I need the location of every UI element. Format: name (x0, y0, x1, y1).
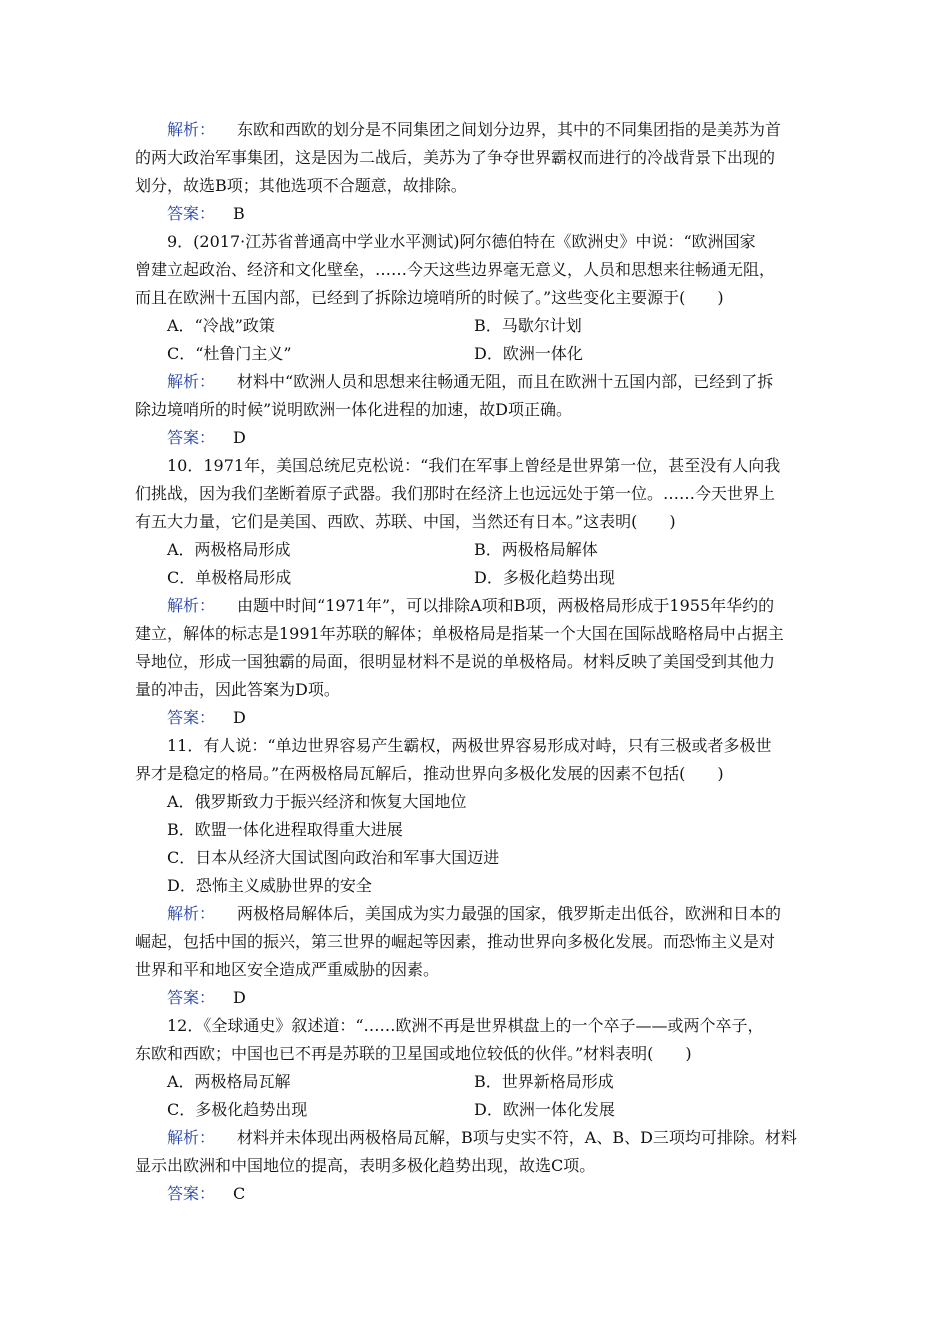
answer-label: 答案： (167, 428, 216, 447)
analysis-line: 建立，解体的标志是1991年苏联的解体；单极格局是指某一个大国在国际战略格局中占据主 (135, 624, 784, 643)
option-b: B．欧盟一体化进程取得重大进展 (167, 820, 403, 839)
answer-value: D (233, 708, 246, 727)
analysis-text: 两极格局解体后，美国成为实力最强的国家，俄罗斯走出低谷，欧洲和日本的 (237, 904, 782, 923)
analysis-line (167, 1124, 825, 1152)
analysis-line: 除边境哨所的时候”说明欧洲一体化进程的加速，故D项正确。 (135, 400, 573, 419)
question-stem: 12．《全球通史》叙述道：“……欧洲不再是世界棋盘上的一个卒子——或两个卒子， (167, 1016, 764, 1035)
analysis-line: 导地位，形成一国独霸的局面，很明显材料不是说的单极格局。材料反映了美国受到其他力 (135, 652, 776, 671)
answer-line (167, 1180, 825, 1208)
question-stem: 界才是稳定的格局。”在两极格局瓦解后，推动世界向多极化发展的因素不包括( ) (135, 764, 724, 783)
option-d: D．欧洲一体化发展 (474, 1100, 615, 1119)
analysis-line (167, 592, 825, 620)
question-stem: 而且在欧洲十五国内部，已经到了拆除边境哨所的时候了。”这些变化主要源于( ) (135, 288, 724, 307)
answer-label: 答案： (167, 708, 216, 727)
answer-label: 答案： (167, 204, 216, 223)
option-a: A．俄罗斯致力于振兴经济和恢复大国地位 (167, 792, 467, 811)
question-stem: 曾建立起政治、经济和文化壁垒，……今天这些边界毫无意义，人员和思想来往畅通无阻， (135, 260, 776, 279)
analysis-line: 显示出欧洲和中国地位的提高，表明多极化趋势出现，故选C项。 (135, 1156, 596, 1175)
option-c: C．日本从经济大国试图向政治和军事大国迈进 (167, 848, 500, 867)
analysis-line: 崛起，包括中国的振兴，第三世界的崛起等因素，推动世界向多极化发展。而恐怖主义是对 (135, 932, 776, 951)
analysis-text: 材料中“欧洲人员和思想来往畅通无阻，而且在欧洲十五国内部，已经到了拆 (237, 372, 774, 391)
option-d: D．欧洲一体化 (474, 344, 583, 363)
answer-line (167, 200, 825, 228)
analysis-text: 由题中时间“1971年”，可以排除A项和B项，两极格局形成于1955年华约的 (237, 596, 775, 615)
answer-value: D (233, 988, 246, 1007)
analysis-label: 解析： (167, 120, 216, 139)
analysis-line (167, 900, 825, 928)
question-stem: 东欧和西欧；中国也已不再是苏联的卫星国或地位较低的伙伴。”材料表明( ) (135, 1044, 692, 1063)
answer-line (167, 704, 825, 732)
answer-value: D (233, 428, 246, 447)
analysis-line: 世界和平和地区安全造成严重威胁的因素。 (135, 960, 440, 979)
option-a: A．两极格局形成 (167, 540, 291, 559)
answer-line (167, 424, 825, 452)
option-b: B．两极格局解体 (474, 540, 598, 559)
option-d: D．多极化趋势出现 (474, 568, 615, 587)
analysis-text: 东欧和西欧的划分是不同集团之间划分边界，其中的不同集团指的是美苏为首 (237, 120, 782, 139)
analysis-line (167, 368, 825, 396)
answer-label: 答案： (167, 1184, 216, 1203)
analysis-label: 解析： (167, 904, 216, 923)
analysis-line (167, 116, 825, 144)
question-stem: 9．(2017·江苏省普通高中学业水平测试)阿尔德伯特在《欧洲史》中说：“欧洲国家 (167, 232, 756, 251)
analysis-line: 量的冲击，因此答案为D项。 (135, 680, 340, 699)
analysis-label: 解析： (167, 1128, 216, 1147)
option-c: C．多极化趋势出现 (167, 1100, 308, 1119)
analysis-label: 解析： (167, 596, 216, 615)
question-stem: 有五大力量，它们是美国、西欧、苏联、中国，当然还有日本。”这表明( ) (135, 512, 676, 531)
option-d: D．恐怖主义威胁世界的安全 (167, 876, 372, 895)
option-c: C．“杜鲁门主义” (167, 344, 292, 363)
question-stem: 10．1971年，美国总统尼克松说：“我们在军事上曾经是世界第一位，甚至没有人向我 (167, 456, 781, 475)
question-stem: 11．有人说：“单边世界容易产生霸权，两极世界容易形成对峙，只有三极或者多极世 (167, 736, 772, 755)
option-a: A．“冷战”政策 (167, 316, 275, 335)
analysis-line: 划分，故选B项；其他选项不合题意，故排除。 (135, 176, 467, 195)
option-b: B．马歇尔计划 (474, 316, 582, 335)
answer-value: C (233, 1184, 246, 1203)
answer-line (167, 984, 825, 1012)
option-b: B．世界新格局形成 (474, 1072, 614, 1091)
answer-label: 答案： (167, 988, 216, 1007)
option-a: A．两极格局瓦解 (167, 1072, 291, 1091)
analysis-label: 解析： (167, 372, 216, 391)
analysis-line: 的两大政治军事集团，这是因为二战后，美苏为了争夺世界霸权而进行的冷战背景下出现的 (135, 148, 776, 167)
answer-value: B (233, 204, 245, 223)
analysis-text: 材料并未体现出两极格局瓦解，B项与史实不符，A、B、D三项均可排除。材料 (237, 1128, 797, 1147)
question-stem: 们挑战，因为我们垄断着原子武器。我们那时在经济上也远远处于第一位。……今天世界上 (135, 484, 776, 503)
option-c: C．单极格局形成 (167, 568, 292, 587)
